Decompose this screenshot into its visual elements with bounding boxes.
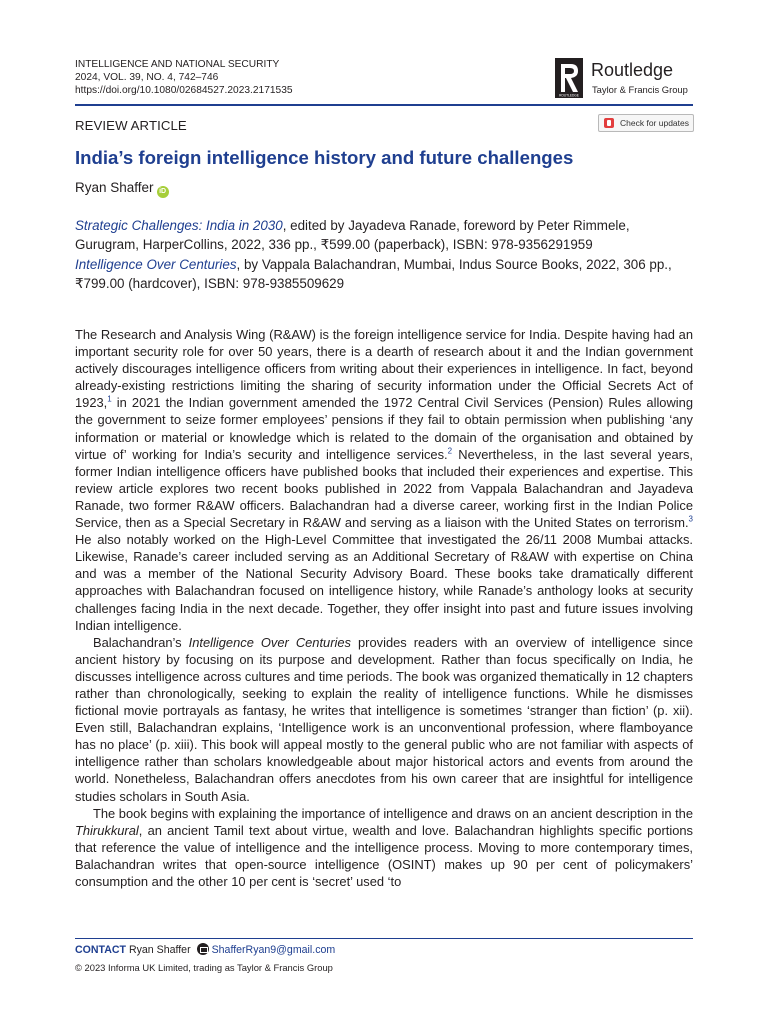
body-paragraph	[75, 326, 693, 634]
footnote-ref[interactable]: 2	[447, 446, 453, 456]
paragraph-text: Nevertheless, in the last several years, former Indian intelligence officers have published books that included their experiences and expertise. This review article explores two recent books published in 2022 from Vappala Balachandran and Jayadeva Ranade, two former R&AW officers. Balachandran had a diverse career, working first in the Indian Police Service, then as a Special Secretary in R&AW and serving as a liaison with the United States on terrorism.	[75, 446, 693, 531]
journal-name: INTELLIGENCE AND NATIONAL SECURITY	[75, 59, 280, 70]
book-title-link[interactable]: Strategic Challenges: India in 2030	[75, 218, 283, 233]
paragraph-text: The Research and Analysis Wing (R&AW) is the foreign intelligence service for India. Despite having had an important security role for over 50 years, there is a dearth of research about it and the Indian government actively discourages intelligence officers from writing about their experiences in intelligence. In fact, beyond already-existing restrictions limiting the sharing of security information under the Official Secrets Act of 1923,	[75, 327, 693, 411]
book-title-link[interactable]: Intelligence Over Centuries	[75, 256, 237, 272]
check-for-updates-button[interactable]	[598, 114, 694, 132]
contact-label: CONTACT	[75, 944, 126, 956]
footnote-ref[interactable]: 3	[688, 514, 693, 524]
book-entry	[75, 216, 693, 255]
header-divider	[75, 104, 693, 106]
footer-divider	[75, 938, 693, 939]
routledge-r-icon	[555, 58, 583, 98]
publisher-subtitle: Taylor & Francis Group	[592, 84, 688, 95]
book-title-italic: Intelligence Over Centuries	[188, 634, 351, 650]
orcid-icon[interactable]: iD	[157, 186, 169, 198]
article-body	[75, 326, 693, 890]
contact-line	[75, 943, 335, 956]
article-title: India’s foreign intelligence history and future challenges	[75, 147, 574, 168]
author-name[interactable]: Ryan Shaffer	[75, 180, 154, 195]
routledge-logo	[555, 58, 695, 98]
check-updates-icon	[604, 118, 614, 128]
paragraph-text: The book begins with explaining the importance of intelligence and draws on an ancient description in the	[93, 805, 693, 821]
contact-email-link[interactable]: ShafferRyan9@gmail.com	[211, 944, 336, 956]
book-details: , by Vappala Balachandran, Mumbai, Indus Source Books, 2022, 306 pp., ₹799.00 (hardcover), ISBN: 978-9385509629	[75, 256, 672, 291]
body-paragraph	[75, 634, 693, 805]
footnote-ref[interactable]: 1	[107, 395, 112, 405]
journal-header	[75, 58, 293, 97]
journal-volume: 2024, VOL. 39, NO. 4, 742–746	[75, 72, 219, 83]
book-entry	[75, 255, 693, 294]
paragraph-text: Balachandran’s	[93, 634, 189, 650]
check-updates-label: Check for updates	[620, 118, 689, 128]
author-line	[75, 180, 169, 198]
paragraph-text: , an ancient Tamil text about virtue, wealth and love. Balachandran highlights specific portions that reference the value of intelligence and the intelligence process. Moving to more contemporary times, Balachandran writes that open-source intelligence (OSINT) makes up 90 per cent of policymakers’ consumption and the other 10 per cent is ‘secret’ used ‘to	[75, 822, 693, 889]
paragraph-text: provides readers with an overview of intelligence since ancient history by focusing on its purpose and development. Rather than focus specifically on India, he discusses intelligence across cultures and time periods. The book was organized thematically in 12 chapters rather than chronologically, seeking to explain the reality of intelligence functions. While he dismisses fictional movie portrayals as fantasy, he writes that intelligence is sometimes ‘stranger than fiction’ (p. xii). Even still, Balachandran explains, ‘Intelligence work is an unconventional profession, where flamboyance has no place’ (p. xiii). This book will appeal mostly to the general public who are not familiar with aspects of intelligence rather than scholars knowledgeable about major historical actors and events from around the world. Nonetheless, Balachandran offers anecdotes from his own career that are insightful for intelligence studies scholars in South Asia.	[75, 634, 693, 804]
copyright-notice: © 2023 Informa UK Limited, trading as Taylor & Francis Group	[75, 962, 333, 973]
paragraph-text: He also notably worked on the High-Level Committee that investigated the 26/11 2008 Mumbai attacks. Likewise, Ranade’s career included serving as an Additional Secretary of R&AW with expertise on China and was a member of the National Security Advisory Board. These books take dramatically different approaches with Balachandran focused on intelligence history, while Ranade’s anthology looks at security challenges facing India in the next decade. Together, they offer insight into past and future issues involving Indian intelligence.	[75, 532, 693, 633]
book-details: , edited by Jayadeva Ranade, foreword by Peter Rimmele, Gurugram, HarperCollins, 2022, 336 pp., ₹599.00 (paperback), ISBN: 978-9356291959	[75, 218, 630, 253]
reviewed-books	[75, 216, 693, 293]
contact-name: Ryan Shaffer	[128, 944, 191, 956]
publisher-name: Routledge	[591, 60, 674, 80]
text-title-italic: Thirukkural	[75, 822, 139, 838]
routledge-mark-text: ROUTLEDGE	[559, 93, 579, 98]
paragraph-text: in 2021 the Indian government amended the 1972 Central Civil Services (Pension) Rules allowing the government to seize former employees’ pensions if they fail to obtain permission when publishing ‘any information or material or knowledge which is related to the domain of the organisation and obtained by virtue of’ working for India’s security and intelligence services.	[75, 395, 693, 462]
section-label: REVIEW ARTICLE	[75, 118, 187, 133]
doi-link[interactable]: https://doi.org/10.1080/02684527.2023.2171535	[75, 85, 293, 96]
body-paragraph	[75, 805, 693, 890]
email-icon	[197, 943, 209, 955]
